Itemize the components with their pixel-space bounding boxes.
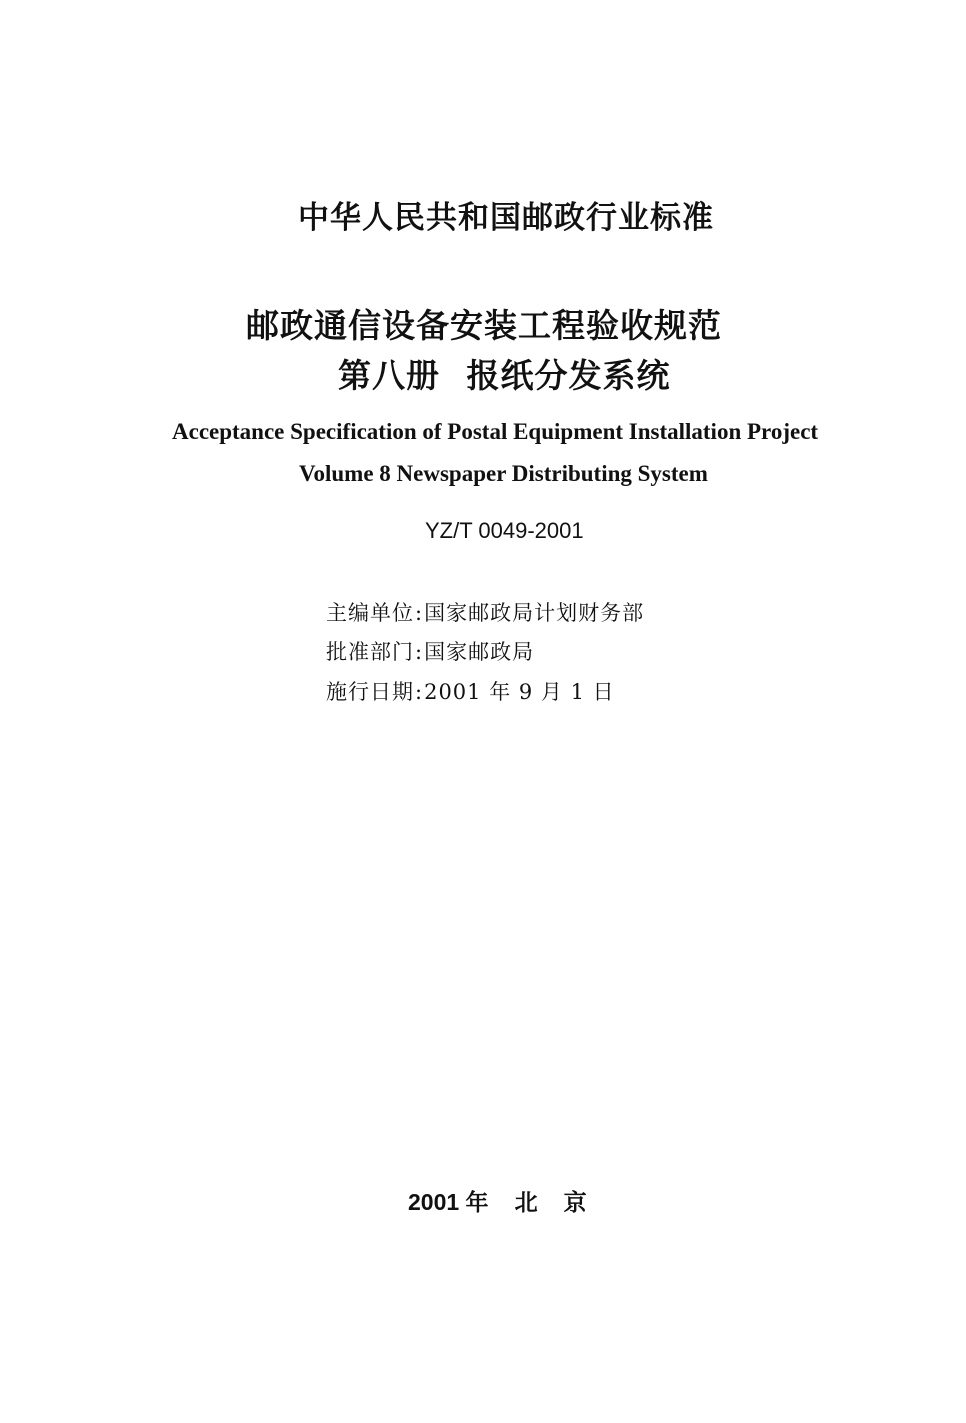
meta-editor-label: 主编单位 — [326, 601, 414, 625]
meta-effective-label: 施行日期 — [326, 680, 414, 704]
meta-editor-row — [326, 597, 644, 627]
meta-approver-row — [326, 636, 534, 666]
industry-standard-heading: 中华人民共和国邮政行业标准 — [298, 200, 714, 236]
english-volume-title: Volume 8 Newspaper Distributing System — [299, 461, 708, 486]
meta-separator: : — [415, 601, 424, 625]
meta-effective-value: 2001 年 9 月 1 日 — [424, 680, 615, 704]
meta-effective-row — [326, 676, 615, 706]
chinese-volume-line — [338, 350, 671, 397]
meta-editor-value: 国家邮政局计划财务部 — [424, 601, 645, 625]
meta-separator: : — [415, 680, 424, 704]
meta-separator: : — [415, 640, 424, 664]
chinese-volume-number: 第八册 — [338, 356, 440, 395]
publication-footer — [408, 1184, 613, 1217]
meta-approver-value: 国家邮政局 — [424, 640, 535, 664]
standard-code: YZ/T 0049-2001 — [425, 518, 584, 543]
publication-year: 2001 年 — [408, 1189, 489, 1215]
chinese-volume-title: 报纸分发系统 — [466, 356, 671, 395]
english-title: Acceptance Specification of Postal Equipment Installation Project — [172, 419, 819, 444]
publication-city: 北京 — [514, 1189, 613, 1215]
meta-approver-label: 批准部门 — [326, 640, 414, 664]
chinese-title: 邮政通信设备安装工程验收规范 — [246, 306, 722, 345]
